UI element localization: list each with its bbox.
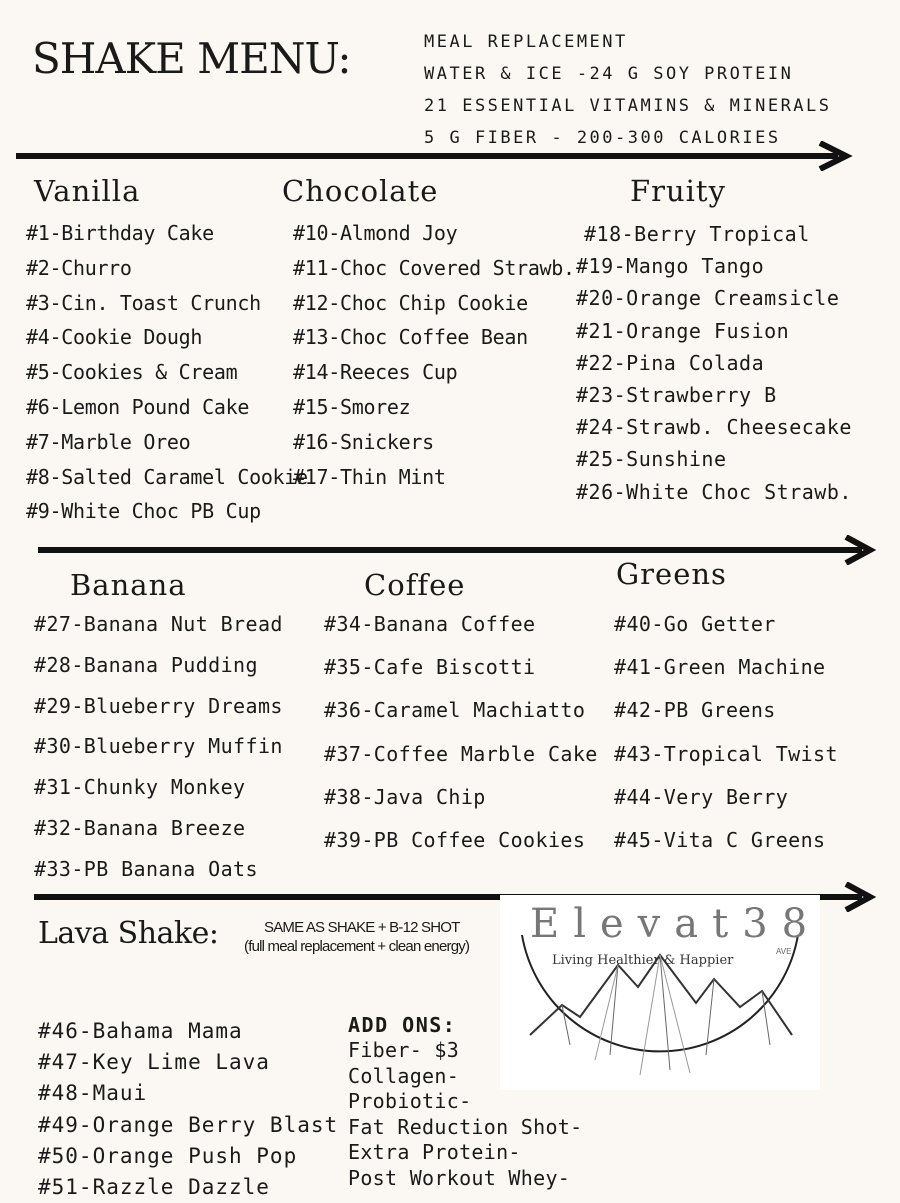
add-on-item: Extra Protein- [348, 1140, 521, 1165]
add-on-item: Collagen- [348, 1063, 460, 1088]
category-banana: Banana [70, 568, 187, 602]
menu-item: #49-Orange Berry Blast [38, 1112, 339, 1137]
menu-item: #7-Marble Oreo [26, 429, 191, 454]
menu-item: #20-Orange Creamsicle [576, 286, 840, 311]
menu-item: #23-Strawberry B [576, 383, 777, 408]
menu-item: #26-White Choc Strawb. [576, 479, 852, 504]
menu-item: #12-Choc Chip Cookie [293, 290, 528, 315]
category-coffee: Coffee [364, 568, 466, 602]
category-fruity: Fruity [630, 174, 726, 208]
menu-item: #28-Banana Pudding [34, 652, 258, 677]
menu-item: #31-Chunky Monkey [34, 775, 246, 800]
menu-item: #24-Strawb. Cheesecake [576, 415, 852, 440]
menu-item: #16-Snickers [293, 429, 434, 454]
lava-list [38, 1016, 338, 1203]
lava-shake-note [244, 918, 469, 956]
menu-item: #27-Banana Nut Bread [34, 612, 283, 636]
lava-shake-title: Lava Shake: [38, 916, 219, 951]
menu-item: #38-Java Chip [324, 784, 486, 809]
menu-item: #21-Orange Fusion [576, 318, 790, 343]
add-on-item: Probiotic- [348, 1089, 472, 1114]
menu-item: #13-Choc Coffee Bean [293, 325, 528, 350]
banana-list [34, 604, 283, 890]
menu-item: #37-Coffee Marble Cake [324, 741, 598, 766]
logo-letter: E [530, 901, 574, 947]
logo-letter: 3 [742, 901, 782, 947]
add-on-item: Post Workout Whey- [348, 1165, 571, 1190]
menu-item: #14-Reeces Cup [293, 360, 458, 385]
category-greens: Greens [616, 557, 727, 591]
menu-item: #2-Churro [26, 255, 132, 280]
menu-title: SHAKE MENU: [32, 34, 351, 83]
logo-tagline: Living Healthier & Happier [552, 953, 734, 968]
menu-item: #11-Choc Covered Strawb. [293, 255, 575, 280]
vanilla-list [26, 216, 308, 529]
menu-item: #39-PB Coffee Cookies [324, 828, 586, 853]
logo-letters [530, 901, 822, 947]
shake-info [424, 26, 832, 154]
menu-item: #25-Sunshine [576, 447, 727, 472]
menu-item: #15-Smorez [293, 394, 411, 419]
menu-item: #41-Green Machine [614, 655, 826, 680]
add-ons-title: ADD ONS: [348, 1013, 457, 1037]
greens-list [614, 603, 838, 862]
menu-item: #32-Banana Breeze [34, 815, 246, 840]
add-on-item: Fiber- $3 [348, 1038, 460, 1062]
menu-item: #44-Very Berry [614, 784, 789, 809]
menu-item: #33-PB Banana Oats [34, 856, 258, 881]
menu-item: #6-Lemon Pound Cake [26, 394, 250, 419]
menu-item: #10-Almond Joy [293, 221, 458, 245]
menu-item: #4-Cookie Dough [26, 325, 203, 350]
logo-letter: v [637, 901, 675, 947]
arrow-divider-2 [0, 535, 900, 565]
add-ons-list [348, 1038, 582, 1192]
menu-item: #50-Orange Push Pop [38, 1143, 298, 1168]
coffee-list [324, 603, 598, 862]
menu-item: #46-Bahama Mama [38, 1019, 243, 1043]
menu-item: #22-Pina Colada [576, 350, 765, 375]
add-on-item: Fat Reduction Shot- [348, 1114, 583, 1139]
menu-item: #43-Tropical Twist [614, 741, 838, 766]
info-line: 5 G FIBER - 200-300 CALORIES [424, 128, 781, 148]
info-line: WATER & ICE -24 G SOY PROTEIN [424, 64, 794, 84]
menu-item: #45-Vita C Greens [614, 828, 826, 853]
menu-item: #3-Cin. Toast Crunch [26, 290, 261, 315]
menu-item: #5-Cookies & Cream [26, 360, 238, 385]
menu-item: #29-Blueberry Dreams [34, 693, 283, 718]
menu-item: #35-Cafe Biscotti [324, 655, 536, 680]
menu-item: #30-Blueberry Muffin [34, 734, 283, 759]
menu-item: #19-Mango Tango [576, 254, 765, 279]
menu-item: #51-Razzle Dazzle [38, 1175, 270, 1200]
menu-item: #18-Berry Tropical [584, 222, 810, 246]
category-vanilla: Vanilla [34, 174, 141, 208]
logo-letter: l [573, 901, 600, 947]
menu-item: #1-Birthday Cake [26, 221, 214, 245]
logo-letter: a [674, 901, 713, 947]
info-line: MEAL REPLACEMENT [424, 32, 628, 52]
logo-sub: AVE [776, 947, 792, 956]
category-chocolate: Chocolate [282, 174, 439, 208]
menu-item: #8-Salted Caramel Cookie [26, 464, 308, 489]
menu-item: #34-Banana Coffee [324, 612, 536, 636]
menu-item: #17-Thin Mint [293, 464, 446, 489]
arrow-divider-1 [0, 141, 900, 171]
menu-item: #48-Maui [38, 1081, 148, 1106]
menu-item: #42-PB Greens [614, 698, 776, 723]
logo-letter: t [712, 901, 743, 947]
add-ons [348, 1012, 582, 1192]
menu-item: #36-Caramel Machiatto [324, 698, 586, 723]
lava-note-line: SAME AS SHAKE + B-12 SHOT [264, 919, 460, 936]
fruity-list [576, 218, 852, 508]
menu-item: #40-Go Getter [614, 612, 776, 636]
info-line: 21 ESSENTIAL VITAMINS & MINERALS [424, 96, 832, 116]
logo-letter: e [600, 901, 638, 947]
menu-item: #47-Key Lime Lava [38, 1050, 270, 1075]
chocolate-list [293, 216, 575, 494]
menu-item: #9-White Choc PB Cup [26, 499, 261, 524]
lava-note-line: (full meal replacement + clean energy) [244, 938, 470, 955]
logo-letter: 8 [781, 901, 822, 947]
